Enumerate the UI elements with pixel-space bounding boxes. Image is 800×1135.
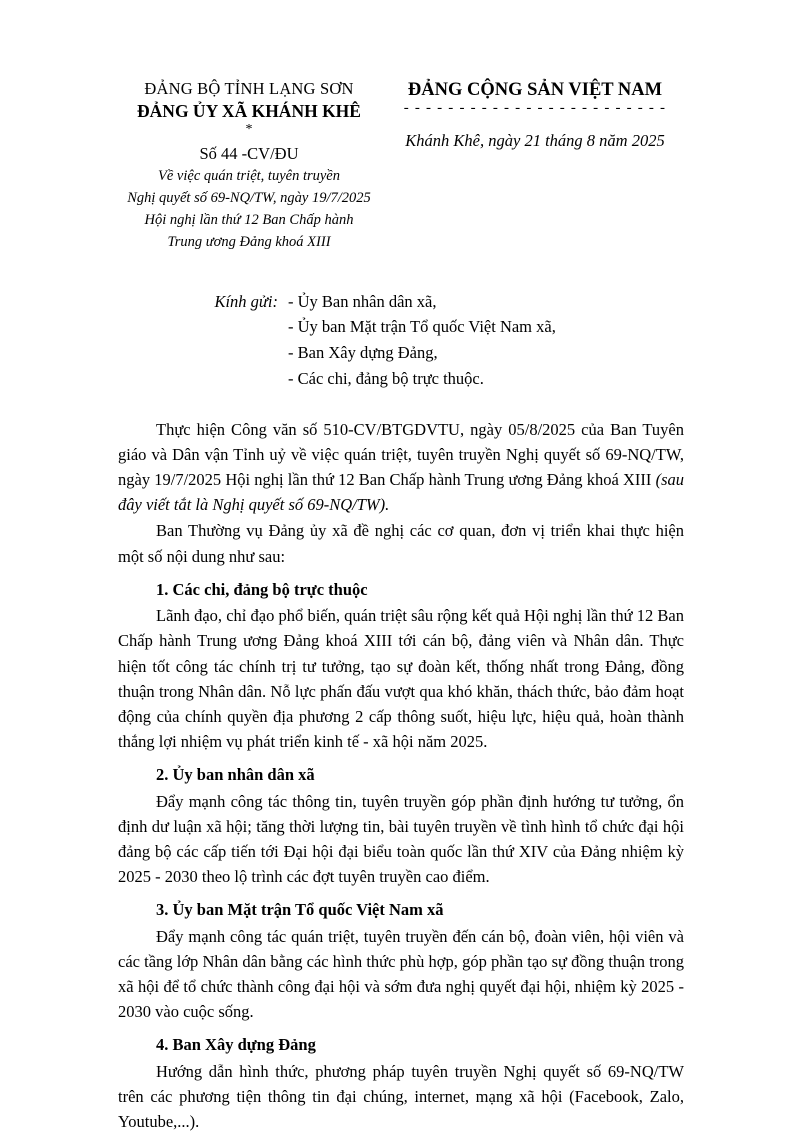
recipients-list [288,289,684,391]
recipient-item: - Ủy Ban nhân dân xã, [288,291,437,311]
subject-line-4: Trung ương Đảng khoá XIII [167,233,331,250]
separator-star: * [245,122,253,138]
party-name: ĐẢNG CỘNG SẢN VIỆT NAM [407,80,663,100]
place-and-date: Khánh Khê, ngày 21 tháng 8 năm 2025 [405,130,665,150]
document-content [118,78,684,1135]
intro-paragraph-1 [118,417,684,517]
intro-paragraph-1-text: Thực hiện Công văn số 510-CV/BTGDVTU, ngày 05/8/2025 của Ban Tuyên giáo và Dân vận Tỉnh uỷ về việc quán triệt, tuyên truyền Nghị quyết số 69-NQ/TW, ngày 19/7/2025 Hội nghị lần thứ 12 Ban Chấp hành Trung ương Đảng khoá XIII [118,420,684,490]
province-party-committee: ĐẢNG BỘ TỈNH LẠNG SƠN [144,79,354,98]
national-heading-block [380,78,684,151]
section-paragraph-3: Đẩy mạnh công tác quán triệt, tuyên truyền đến cán bộ, đoàn viên, hội viên và các tầng lớp Nhân dân bằng các hình thức phù hợp, góp phần tạo sự đồng thuận trong xã hội để tổ chức thành công đại hội và sớm đưa nghị quyết đại hội, nhiệm kỳ 2025 - 2030 vào cuộc sống. [118,926,684,1021]
document-body [118,417,684,1134]
intro-paragraph-1-abbrev: (sau đây viết tắt là Nghị quyết số 69-NQ/TW). [118,470,684,515]
section-heading-4: 4. Ban Xây dựng Đảng [156,1034,316,1054]
issuing-authority-block [118,78,380,253]
document-number: Số 44 -CV/ĐU [199,144,299,164]
recipients-block [118,289,684,391]
section-heading-1: 1. Các chi, đảng bộ trực thuộc [156,579,368,599]
dashed-divider: - - - - - - - - - - - - - - - - - - - - - - - - [403,100,667,117]
section-paragraph-1: Lãnh đạo, chỉ đạo phổ biến, quán triệt sâu rộng kết quả Hội nghị lần thứ 12 Ban Chấp hành Trung ương Đảng khoá XIII tới cán bộ, đảng viên và Nhân dân. Thực hiện tốt công tác chính trị tư tưởng, tạo sự đoàn kết, thống nhất trong Đảng, đồng thuận trong Nhân dân. Nỗ lực phấn đấu vượt qua khó khăn, thách thức, bảo đảm hoạt động của chính quyền địa phương 2 cấp thông suốt, hiệu lực, hiệu quả, hoàn thành thắng lợi nhiệm vụ phát triển kinh tế - xã hội năm 2025. [118,606,684,751]
recipient-item: - Ủy ban Mặt trận Tổ quốc Việt Nam xã, [288,317,556,337]
section-heading-3: 3. Ủy ban Mặt trận Tổ quốc Việt Nam xã [156,899,444,919]
recipient-item: - Ban Xây dựng Đảng, [288,343,438,363]
document-header [118,78,684,253]
recipients-label: Kính gửi: [214,291,278,311]
section-paragraph-2: Đẩy mạnh công tác thông tin, tuyên truyền góp phần định hướng tư tưởng, ổn định dư luận xã hội; tăng thời lượng tin, bài tuyên truyền về tình hình tổ chức đại hội đảng bộ các cấp tiến tới Đại hội đại biểu toàn quốc lần thứ XIV của Đảng nhiệm kỳ 2025 - 2030 theo lộ trình các đợt tuyên truyền cao điểm. [118,791,684,886]
section-heading-2: 2. Ủy ban nhân dân xã [156,764,315,784]
subject-line-1: Về việc quán triệt, tuyên truyền [158,167,340,184]
section-paragraph-4: Hướng dẫn hình thức, phương pháp tuyên truyền Nghị quyết số 69-NQ/TW trên các phương tiện thông tin đại chúng, internet, mạng xã hội (Facebook, Zalo, Youtube,...). [118,1061,684,1131]
intro-paragraph-2: Ban Thường vụ Đảng ủy xã đề nghị các cơ quan, đơn vị triển khai thực hiện một số nội dung như sau: [118,521,684,566]
subject-line-2: Nghị quyết số 69-NQ/TW, ngày 19/7/2025 [127,189,371,206]
recipient-item: - Các chi, đảng bộ trực thuộc. [288,368,484,388]
commune-party-committee: ĐẢNG ỦY XÃ KHÁNH KHÊ [137,101,361,122]
subject-line-3: Hội nghị lần thứ 12 Ban Chấp hành [144,211,354,228]
